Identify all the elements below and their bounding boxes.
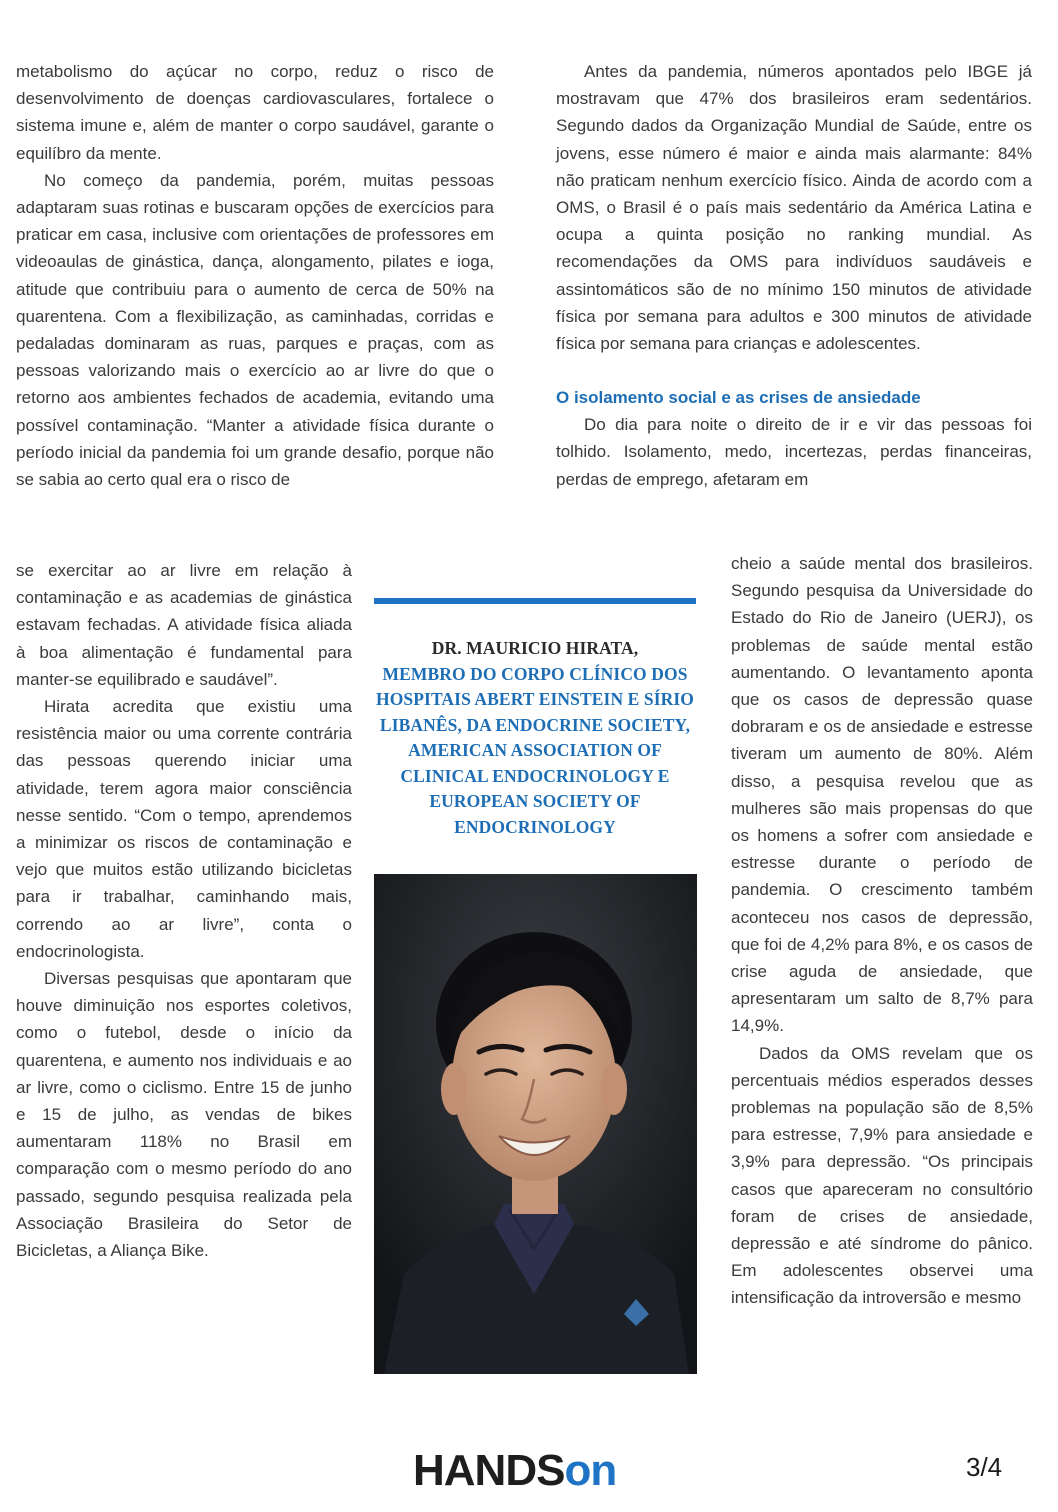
profile-role: MEMBRO DO CORPO CLÍNICO DOS HOSPITAIS ABERT EINSTEIN E SÍRIO LIBANÊS, DA ENDOCRINE SOCIETY, AMERICAN ASSOCIATION OF CLINICAL ENDOCRINOLOGY E EUROPEAN SOCIETY OF ENDOCRINOLOGY <box>375 663 695 837</box>
section-heading: O isolamento social e as crises de ansiedade <box>556 388 921 408</box>
page-number: 3/4 <box>966 1452 1003 1482</box>
logo-text-main: HANDS <box>413 1446 565 1495</box>
profile-sidebar <box>374 598 696 840</box>
article-column-left-top <box>16 58 494 493</box>
article-column-right-bottom <box>731 550 1033 1312</box>
article-column-right-top <box>556 58 1032 493</box>
article-paragraph: Do dia para noite o direito de ir e vir das pessoas foi tolhido. Isolamento, medo, incertezas, perdas financeiras, perdas de emprego, afetaram em <box>556 415 1032 489</box>
sidebar-rule <box>374 598 696 604</box>
article-paragraph: cheio a saúde mental dos brasileiros. Segundo pesquisa da Universidade do Estado do Rio de Janeiro (UERJ), os problemas de saúde mental estão aumentando. O levantamento aponta que os casos de depressão quase dobraram e os de ansiedade e estresse tiveram um aumento de 80%. Além disso, a pesquisa revelou que as mulheres são mais propensas do que os homens a sofrer com ansiedade e estresse durante o período de pandemia. O crescimento também aconteceu nos casos de depressão, que foi de 4,2% para 8%, e os casos de crise aguda de ansiedade, que apresentaram um salto de 8,7% para 14,9%. <box>731 554 1033 1036</box>
article-column-left-bottom <box>16 557 352 1264</box>
article-paragraph: Antes da pandemia, números apontados pelo IBGE já mostravam que 47% dos brasileiros eram sedentários. Segundo dados da Organização Mundial de Saúde, entre os jovens, esse número é maior e ainda mais alarmante: 84% não praticam nenhum exercício físico. Ainda de acordo com a OMS, o Brasil é o país mais sedentário da América Latina e ocupa a quinta posição no ranking mundial. As recomendações da OMS para indivíduos saudáveis e assintomáticos são de no mínimo 150 minutos de atividade física por semana para adultos e 300 minutos de atividade física por semana para crianças e adolescentes. <box>556 62 1032 354</box>
article-paragraph: se exercitar ao ar livre em relação à contaminação e as academias de ginástica estavam fechadas. A atividade física aliada à boa alimentação é fundamental para manter-se equilibrado e saudável”. <box>16 561 352 689</box>
article-paragraph: No começo da pandemia, porém, muitas pessoas adaptaram suas rotinas e buscaram opções de exercícios para praticar em casa, inclusive com orientações de professores em videoaulas de ginástica, dança, alongamento, pilates e ioga, atitude que contribuiu para o aumento de cerca de 50% na quarentena. Com a flexibilização, as caminhadas, corridas e pedaladas dominaram as ruas, parques e praças, com as pessoas valorizando mais o exercício ao ar livre do que o retorno aos ambientes fechados de academia, evitando uma possível contaminação. “Manter a atividade física durante o período inicial da pandemia foi um grande desafio, porque não se sabia ao certo qual era o risco de <box>16 170 494 490</box>
article-paragraph: Hirata acredita que existiu uma resistência maior ou uma corrente contrária das pessoas querendo iniciar uma atividade, terem agora maior consciência nesse sentido. “Com o tempo, aprendemos a minimizar os riscos de contaminação e vejo que muitos estão utilizando bicicletas para ir trabalhar, caminhando mais, correndo ao ar livre”, conta o endocrinologista. <box>16 697 352 961</box>
article-paragraph: metabolismo do açúcar no corpo, reduz o risco de desenvolvimento de doenças cardiovasculares, fortalece o sistema imune e, além de manter o corpo saudável, garante o equilíbro da mente. <box>16 62 494 163</box>
profile-name: DR. MAURICIO HIRATA, <box>431 638 639 658</box>
portrait-illustration <box>374 874 697 1374</box>
profile-caption <box>374 636 696 840</box>
article-paragraph: Dados da OMS revelam que os percentuais médios esperados desses problemas na população são de 8,5% para estresse, 7,9% para ansiedade e 3,9% para depressão. “Os principais casos que apareceram no consultório foram de crises de ansiedade, depressão e até síndrome do pânico. Em adolescentes observei uma intensificação da introversão e mesmo <box>731 1043 1033 1308</box>
doctor-portrait-photo <box>374 874 697 1374</box>
logo-text-accent: on <box>564 1446 617 1495</box>
magazine-logo <box>413 1446 616 1496</box>
article-paragraph: Diversas pesquisas que apontaram que houve diminuição nos esportes coletivos, como o futebol, desde o início da quarentena, e aumento nos individuais e ao ar livre, como o ciclismo. Entre 15 de junho e 15 de julho, as vendas de bikes aumentaram 118% no Brasil em comparação com o mesmo período do ano passado, segundo pesquisa realizada pela Associação Brasileira do Setor de Bicicletas, a Aliança Bike. <box>16 969 352 1261</box>
